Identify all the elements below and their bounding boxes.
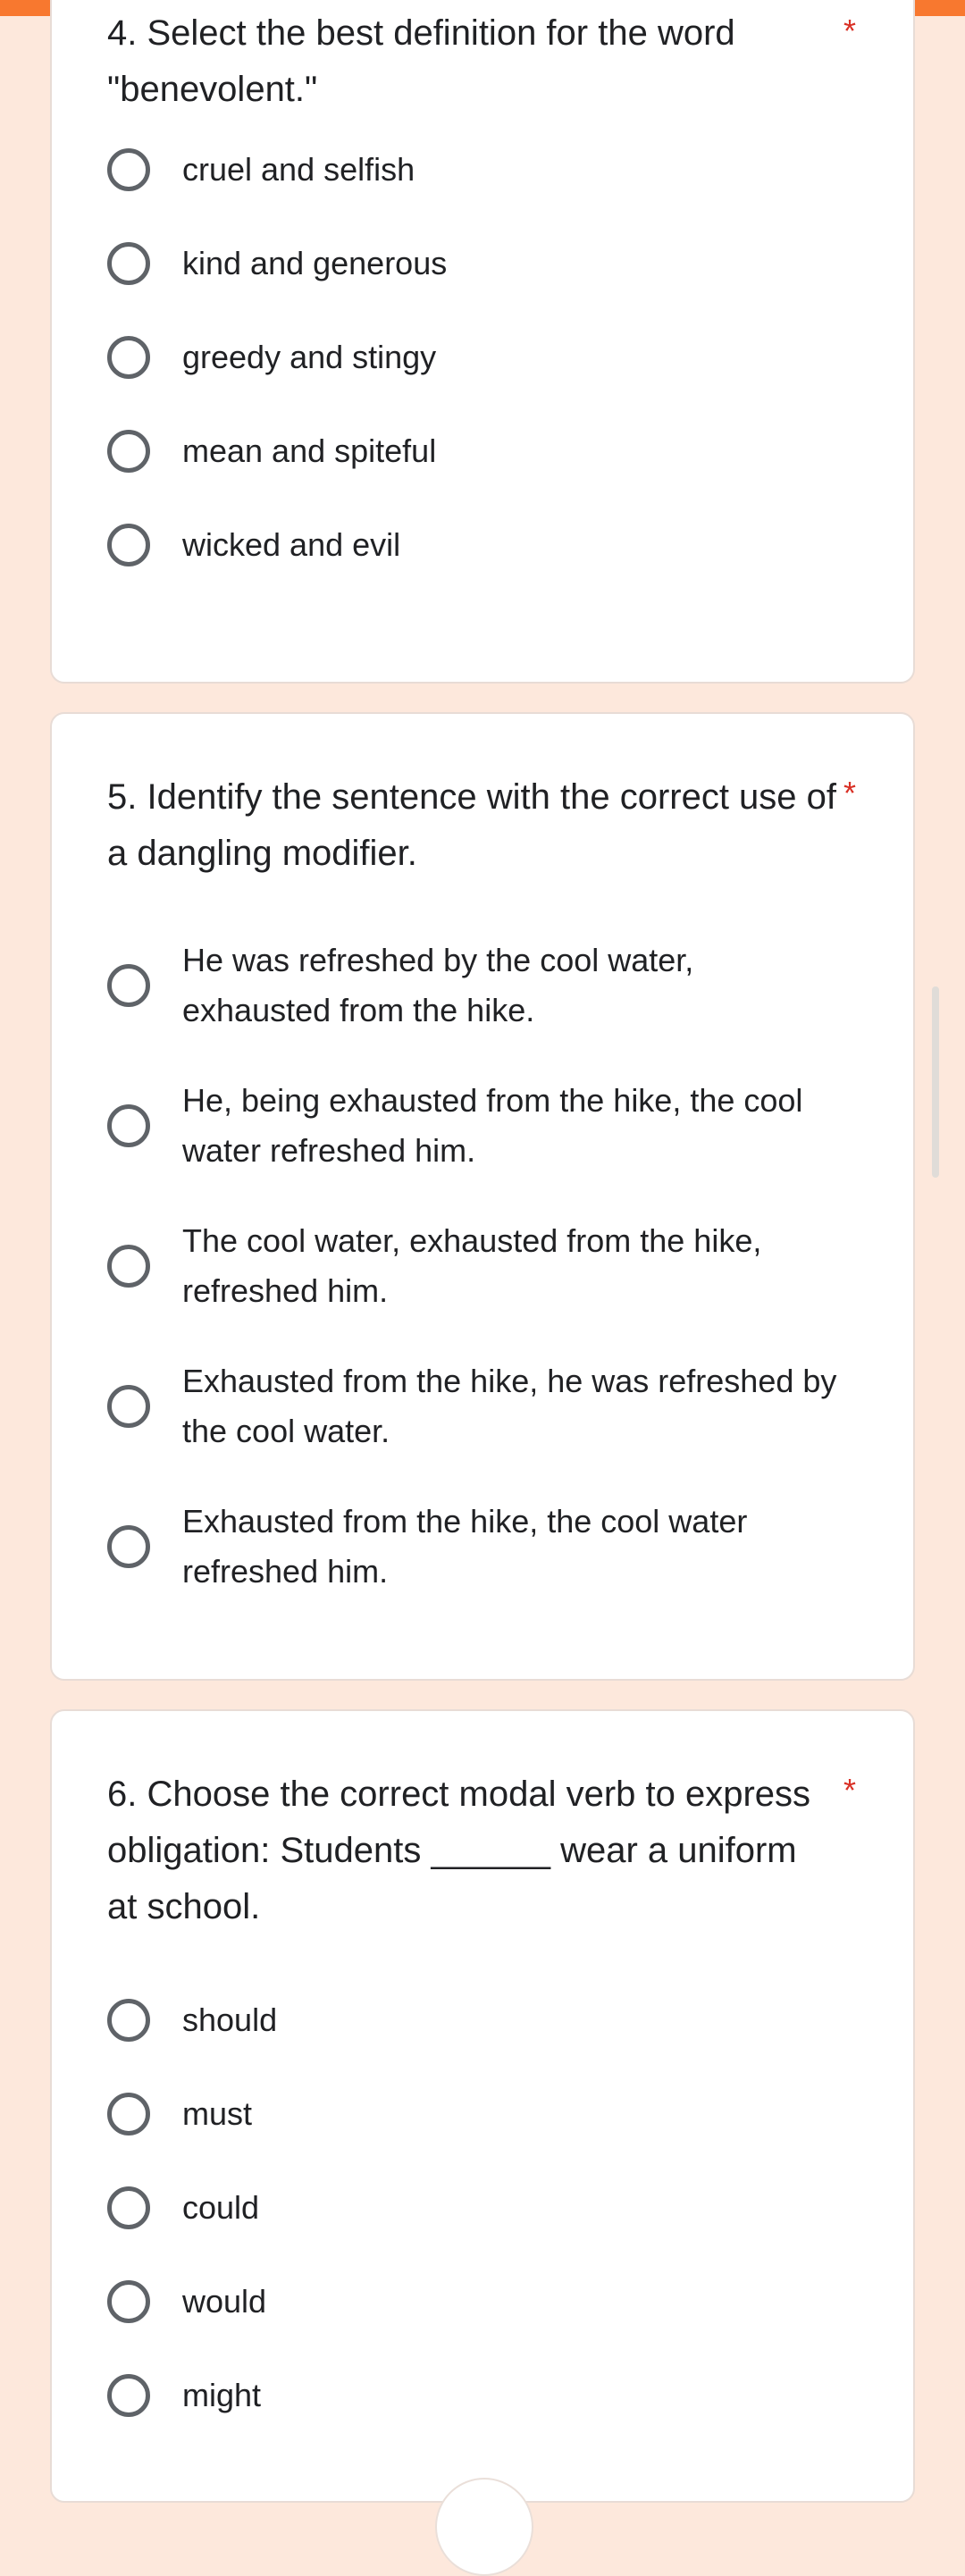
- option-cruel-and-selfish[interactable]: [107, 141, 876, 198]
- option-label: Exhausted from the hike, he was refreshed by the cool water.: [182, 1363, 837, 1449]
- radio-button[interactable]: [107, 524, 150, 566]
- option-2[interactable]: [107, 1076, 876, 1176]
- radio-button[interactable]: [107, 1104, 150, 1147]
- option-5[interactable]: [107, 1497, 876, 1597]
- option-would[interactable]: [107, 2273, 876, 2330]
- required-asterisk: *: [843, 13, 857, 49]
- scrollbar-thumb[interactable]: [932, 986, 939, 1178]
- option-label: He was refreshed by the cool water, exhausted from the hike.: [182, 942, 694, 1028]
- radio-button[interactable]: [107, 2374, 150, 2417]
- question-card-6: [50, 1709, 915, 2503]
- option-might[interactable]: [107, 2367, 876, 2424]
- radio-button[interactable]: [107, 1385, 150, 1428]
- question-title: 5. Identify the sentence with the correct use of a dangling modifier.: [107, 777, 837, 873]
- radio-button[interactable]: [107, 242, 150, 285]
- question-card-5: [50, 712, 915, 1681]
- option-kind-and-generous[interactable]: [107, 235, 876, 292]
- question-title: 6. Choose the correct modal verb to express obligation: Students ______ wear a uniform at school.: [107, 1775, 811, 1926]
- option-4[interactable]: [107, 1356, 876, 1456]
- radio-button[interactable]: [107, 148, 150, 191]
- radio-button[interactable]: [107, 1245, 150, 1288]
- radio-button[interactable]: [107, 430, 150, 473]
- question-title: 4. Select the best definition for the word "benevolent.": [107, 13, 735, 109]
- required-asterisk: *: [843, 775, 857, 811]
- option-label: mean and spiteful: [182, 432, 437, 469]
- option-must[interactable]: [107, 2085, 876, 2143]
- radio-button[interactable]: [107, 2093, 150, 2135]
- option-1[interactable]: [107, 936, 876, 1036]
- option-should[interactable]: [107, 1992, 876, 2049]
- option-label: should: [182, 2001, 278, 2038]
- radio-button[interactable]: [107, 2186, 150, 2229]
- option-could[interactable]: [107, 2179, 876, 2236]
- option-label: must: [182, 2095, 253, 2132]
- required-asterisk: *: [843, 1772, 857, 1808]
- option-wicked-and-evil[interactable]: [107, 516, 876, 574]
- radio-button[interactable]: [107, 964, 150, 1007]
- option-label: cruel and selfish: [182, 151, 415, 188]
- radio-button[interactable]: [107, 2280, 150, 2323]
- option-label: would: [182, 2283, 267, 2320]
- option-label: The cool water, exhausted from the hike, refreshed him.: [182, 1222, 762, 1309]
- option-label: could: [182, 2189, 260, 2226]
- option-3[interactable]: [107, 1216, 876, 1316]
- floating-action-button[interactable]: [435, 2478, 533, 2576]
- option-label: might: [182, 2377, 262, 2413]
- option-label: Exhausted from the hike, the cool water refreshed him.: [182, 1503, 748, 1590]
- option-label: kind and generous: [182, 245, 448, 281]
- radio-button[interactable]: [107, 1999, 150, 2042]
- option-greedy-and-stingy[interactable]: [107, 329, 876, 386]
- radio-button[interactable]: [107, 1525, 150, 1568]
- option-label: greedy and stingy: [182, 339, 437, 375]
- option-label: He, being exhausted from the hike, the cool water refreshed him.: [182, 1082, 803, 1169]
- option-label: wicked and evil: [182, 526, 401, 563]
- radio-button[interactable]: [107, 336, 150, 379]
- question-card-4: [50, 0, 915, 684]
- option-mean-and-spiteful[interactable]: [107, 423, 876, 480]
